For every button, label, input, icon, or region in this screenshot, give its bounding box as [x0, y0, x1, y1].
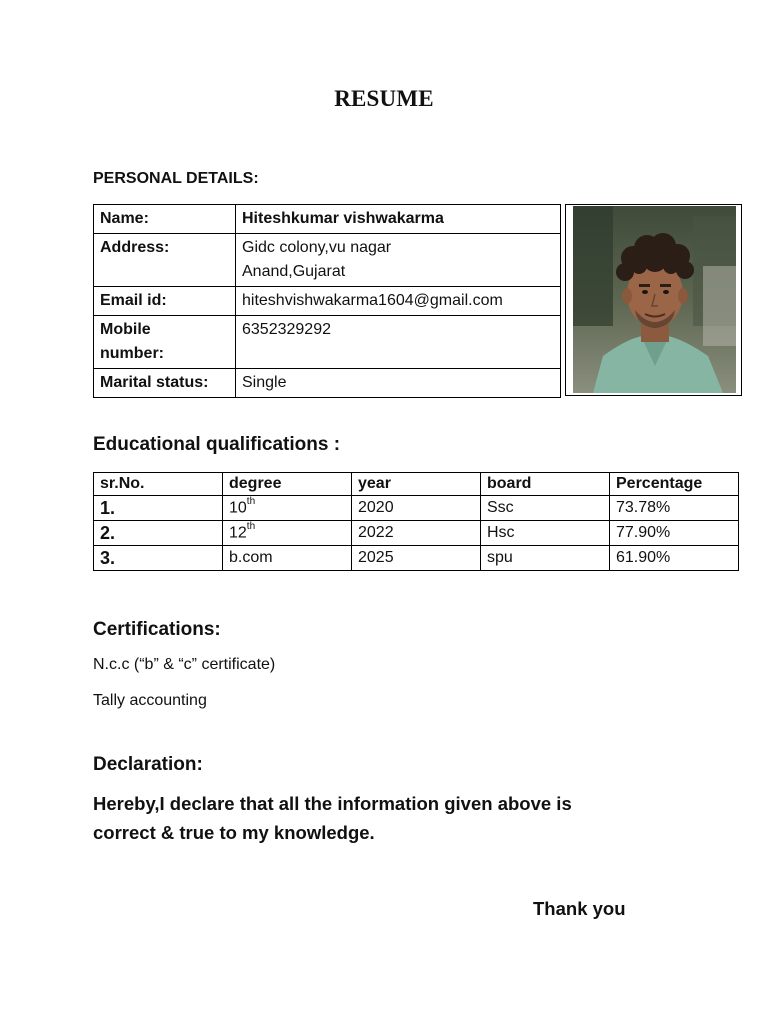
year-cell: 2025 [352, 546, 481, 571]
degree-value: b.com [229, 549, 273, 566]
personal-details-heading: PERSONAL DETAILS: [93, 170, 259, 187]
degree-value: 10 [229, 499, 247, 517]
degree-cell [223, 546, 352, 571]
mobile-label-line-2: number: [100, 345, 164, 362]
closing-text: Thank you [533, 898, 626, 919]
board-cell: Hsc [481, 521, 610, 546]
mobile-label [94, 316, 236, 369]
address-value [236, 234, 561, 287]
declaration-heading: Declaration: [93, 754, 203, 775]
header-board: board [481, 473, 610, 496]
address-line-1: Gidc colony,vu nagar [242, 239, 392, 256]
header-percentage: Percentage [610, 473, 739, 496]
declaration-line-2: correct & true to my knowledge. [93, 822, 375, 843]
personal-details-table [93, 204, 561, 398]
email-value: hiteshvishwakarma1604@gmail.com [236, 287, 561, 316]
certifications-heading: Certifications: [93, 619, 221, 640]
table-row [94, 496, 739, 521]
degree-value: 12 [229, 524, 247, 542]
year-cell: 2022 [352, 521, 481, 546]
profile-photo-cell [565, 204, 742, 396]
table-header-row [94, 473, 739, 496]
row-number: 1. [94, 496, 223, 521]
mobile-value: 6352329292 [236, 316, 561, 369]
address-label: Address: [94, 234, 236, 287]
degree-cell [223, 496, 352, 521]
name-label: Name: [94, 205, 236, 234]
name-value: Hiteshkumar vishwakarma [236, 205, 561, 234]
year-cell: 2020 [352, 496, 481, 521]
resume-title: RESUME [334, 86, 434, 111]
board-cell: Ssc [481, 496, 610, 521]
table-row [94, 546, 739, 571]
declaration-text [93, 789, 653, 847]
profile-photo-image [573, 206, 736, 393]
education-heading: Educational qualifications : [93, 434, 341, 455]
table-row [94, 234, 561, 287]
row-number: 3. [94, 546, 223, 571]
declaration-line-1: Hereby,I declare that all the information given above is [93, 793, 572, 814]
header-sr-no: sr.No. [94, 473, 223, 496]
percentage-cell: 73.78% [610, 496, 739, 521]
address-line-2: Anand,Gujarat [242, 263, 346, 280]
certification-item-tally: Tally accounting [93, 692, 207, 709]
degree-suffix: th [246, 496, 256, 508]
marital-status-value: Single [236, 369, 561, 398]
degree-suffix: th [246, 521, 256, 533]
table-row [94, 316, 561, 369]
degree-cell [223, 521, 352, 546]
table-row [94, 287, 561, 316]
board-cell: spu [481, 546, 610, 571]
percentage-cell: 61.90% [610, 546, 739, 571]
table-row [94, 521, 739, 546]
header-year: year [352, 473, 481, 496]
table-row [94, 205, 561, 234]
certification-item-ncc: N.c.c (“b” & “c” certificate) [93, 656, 276, 673]
header-degree: degree [223, 473, 352, 496]
marital-status-label: Marital status: [94, 369, 236, 398]
profile-photo [573, 206, 736, 393]
table-row [94, 369, 561, 398]
row-number: 2. [94, 521, 223, 546]
percentage-cell: 77.90% [610, 521, 739, 546]
mobile-label-line-1: Mobile [100, 321, 151, 338]
education-table [93, 472, 739, 571]
email-label: Email id: [94, 287, 236, 316]
